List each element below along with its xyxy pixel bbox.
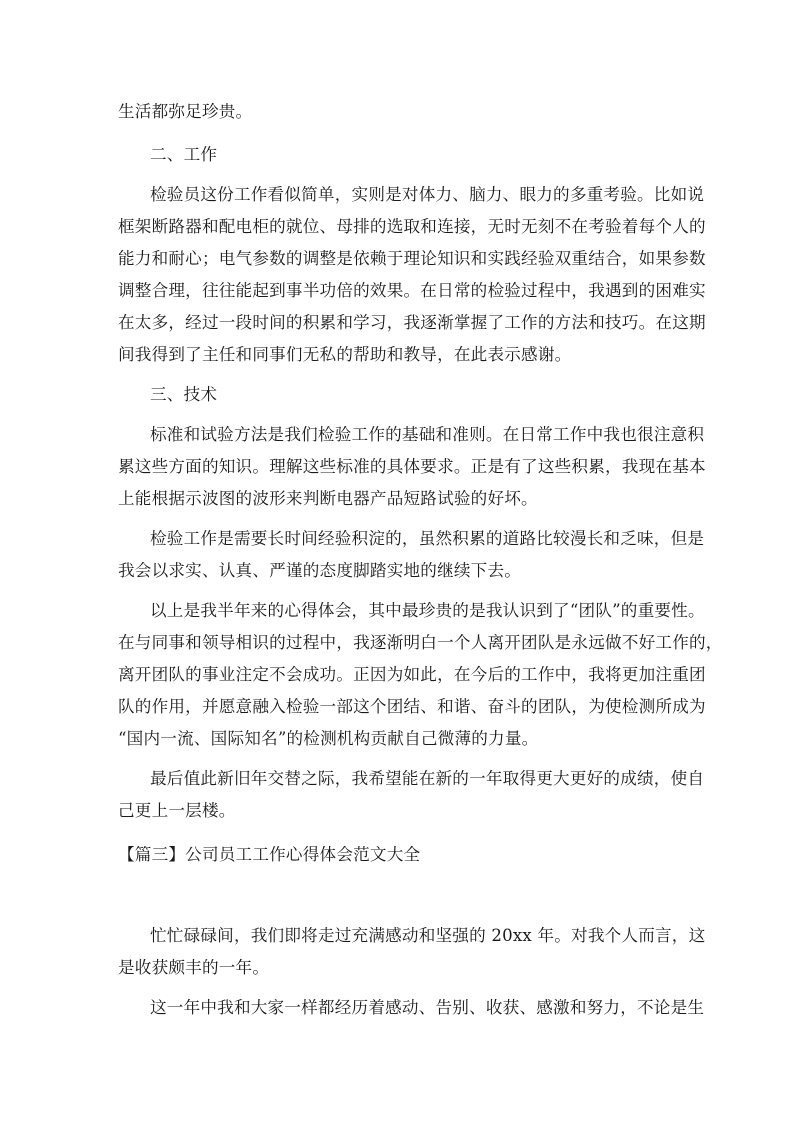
paragraph-line: 调整合理，往往能起到事半功倍的效果。在日常的检验过程中，我遇到的困难实 xyxy=(118,281,706,300)
paragraph-line: 是收获颇丰的一年。 xyxy=(118,958,270,977)
section-heading-work: 二、工作 xyxy=(150,145,218,164)
paragraph-line: 累这些方面的知识。理解这些标准的具体要求。正是有了这些积累，我现在基本 xyxy=(118,457,706,476)
paragraph-line: 我会以求实、认真、严谨的态度脚踏实地的继续下去。 xyxy=(118,561,522,580)
article-title: 【篇三】公司员工工作心得体会范文大全 xyxy=(118,845,421,864)
paragraph-line: 框架断路器和配电柜的就位、母排的选取和连接，无时无刻不在考验着每个人的 xyxy=(118,217,706,236)
paragraph-line: 队的作用，并愿意融入检验一部这个团结、和谐、奋斗的团队，为使检测所成为 xyxy=(118,697,706,716)
paragraph-line: “国内一流、国际知名”的检测机构贡献自己微薄的力量。 xyxy=(118,729,539,748)
paragraph-line: 上能根据示波图的波形来判断电器产品短路试验的好坏。 xyxy=(118,489,538,508)
paragraph-line: 在太多，经过一段时间的积累和学习，我逐渐掌握了工作的方法和技巧。在这期 xyxy=(118,313,706,332)
paragraph-line: 最后值此新旧年交替之际，我希望能在新的一年取得更大更好的成绩，使自 xyxy=(150,769,705,788)
paragraph-line: 标准和试验方法是我们检验工作的基础和准则。在日常工作中我也很注意积 xyxy=(150,425,705,444)
paragraph-line: 间我得到了主任和同事们无私的帮助和教导，在此表示感谢。 xyxy=(118,345,572,364)
paragraph-line: 生活都弥足珍贵。 xyxy=(118,102,253,121)
paragraph-line: 己更上一层楼。 xyxy=(118,801,236,820)
paragraph-line: 以上是我半年来的心得体会，其中最珍贵的是我认识到了“团队”的重要性。 xyxy=(150,601,705,620)
paragraph-line: 检验员这份工作看似简单，实则是对体力、脑力、眼力的多重考验。比如说 xyxy=(150,185,705,204)
section-heading-technology: 三、技术 xyxy=(150,385,218,404)
paragraph-line: 这一年中我和大家一样都经历着感动、告别、收获、感激和努力，不论是生 xyxy=(150,998,705,1017)
paragraph-line: 在与同事和领导相识的过程中，我逐渐明白一个人离开团队是永远做不好工作的， xyxy=(118,633,723,652)
paragraph-line: 忙忙碌碌间，我们即将走过充满感动和坚强的 20xx 年。对我个人而言，这 xyxy=(150,926,706,945)
paragraph-line: 能力和耐心；电气参数的调整是依赖于理论知识和实践经验双重结合，如果参数 xyxy=(118,249,706,268)
paragraph-line: 检验工作是需要长时间经验积淀的，虽然积累的道路比较漫长和乏味，但是 xyxy=(150,529,705,548)
paragraph-line: 离开团队的事业注定不会成功。正因为如此，在今后的工作中，我将更加注重团 xyxy=(118,665,706,684)
